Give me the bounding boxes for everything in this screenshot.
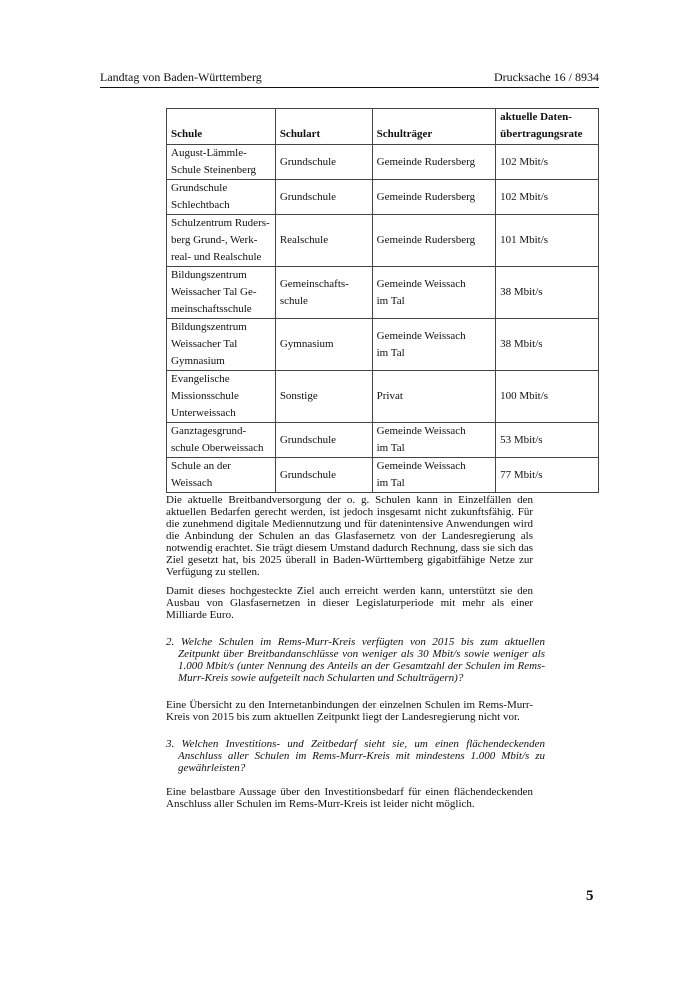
table-cell: Gemeinde Weissach im Tal <box>372 267 495 319</box>
column-header: aktuelle Daten- übertragungsrate <box>496 109 599 145</box>
table-row <box>167 319 599 371</box>
table-header-row <box>167 109 599 145</box>
table-cell: 102 Mbit/s <box>496 180 599 215</box>
table-cell: 38 Mbit/s <box>496 319 599 371</box>
table-row <box>167 267 599 319</box>
page-number: 5 <box>586 888 594 904</box>
question-2: 2. Welche Schulen im Rems-Murr-Kreis verfügten von 2015 bis zum aktuellen Zeitpunkt über Breitbandanschlüsse von weniger als 30 Mbit/s sowie weniger als 1.000 Mbit/s (unter Nennung des Anteils an der Gesamtzahl der Schulen im Rems-Murr-Kreis sowie aufgeteilt nach Schularten und Schulträgern)? <box>166 636 545 684</box>
table-cell: Gymnasium <box>275 319 372 371</box>
body-paragraph-2: Damit dieses hochgesteckte Ziel auch erreicht werden kann, unterstützt sie den Ausbau von Glasfasernetzen in dieser Legislaturperiode mit mehr als einer Milliarde Euro. <box>166 585 533 621</box>
answer-2: Eine Übersicht zu den Internetanbindungen der einzelnen Schulen im Rems-Murr-Kreis von 2015 bis zum aktuellen Zeitpunkt liegt der Landesregierung nicht vor. <box>166 699 533 723</box>
column-header: Schulart <box>275 109 372 145</box>
table-row <box>167 215 599 267</box>
table-cell: Privat <box>372 371 495 423</box>
table-cell: Schule an der Weissach <box>167 458 276 493</box>
table-cell: Gemeinde Weissach im Tal <box>372 458 495 493</box>
table-cell: 53 Mbit/s <box>496 423 599 458</box>
body-paragraph-1: Die aktuelle Breitbandversorgung der o. g. Schulen kann in Einzelfällen den aktuellen Bedarfen gerecht werden, ist jedoch insgesamt nicht zukunftsfähig. Für die zunehmend digitale Mediennutzung und für datenintensive Anwendungen wird die Anbindung der Schulen an das Glasfasernetz von der Landesregierung als notwendig erachtet. Sie trägt diesem Umstand dadurch Rechnung, dass sie sich das Ziel gesetzt hat, bis 2025 überall in Baden-Württemberg gigabitfähige Netze zur Verfügung zu stellen. <box>166 494 533 578</box>
header-parliament: Landtag von Baden-Württemberg <box>100 70 262 84</box>
table-cell: Gemeinde Weissach im Tal <box>372 319 495 371</box>
table-cell: Grundschule <box>275 145 372 180</box>
table-row <box>167 423 599 458</box>
column-header: Schule <box>167 109 276 145</box>
table-cell: Grundschule Schlechtbach <box>167 180 276 215</box>
table-cell: Gemeinschafts- schule <box>275 267 372 319</box>
table-cell: Sonstige <box>275 371 372 423</box>
header-document-number: Drucksache 16 / 8934 <box>494 70 599 84</box>
table-cell: 102 Mbit/s <box>496 145 599 180</box>
table-cell: August-Lämmle- Schule Steinenberg <box>167 145 276 180</box>
column-header: Schulträger <box>372 109 495 145</box>
table-cell: Grundschule <box>275 423 372 458</box>
schools-table <box>166 108 599 493</box>
table-cell: Bildungszentrum Weissacher Tal Gymnasium <box>167 319 276 371</box>
table-row <box>167 371 599 423</box>
table-cell: 100 Mbit/s <box>496 371 599 423</box>
table-row <box>167 458 599 493</box>
question-3: 3. Welchen Investitions- und Zeitbedarf sieht sie, um einen flächendeckenden Anschluss aller Schulen im Rems-Murr-Kreis mit mindestens 1.000 Mbit/s zu gewährleisten? <box>166 738 545 774</box>
table-cell: Gemeinde Weissach im Tal <box>372 423 495 458</box>
table-cell: Schulzentrum Ruders- berg Grund-, Werk- real- und Realschule <box>167 215 276 267</box>
table-cell: 77 Mbit/s <box>496 458 599 493</box>
answer-3: Eine belastbare Aussage über den Investitionsbedarf für einen flächendeckenden Anschluss aller Schulen im Rems-Murr-Kreis ist leider nicht möglich. <box>166 786 533 810</box>
table-cell: Evangelische Missionsschule Unterweissach <box>167 371 276 423</box>
table-cell: Realschule <box>275 215 372 267</box>
table-cell: 38 Mbit/s <box>496 267 599 319</box>
table-cell: 101 Mbit/s <box>496 215 599 267</box>
table-cell: Gemeinde Rudersberg <box>372 215 495 267</box>
table-cell: Gemeinde Rudersberg <box>372 180 495 215</box>
table-cell: Bildungszentrum Weissacher Tal Ge- meinschaftsschule <box>167 267 276 319</box>
page-header <box>100 70 599 88</box>
table-row <box>167 145 599 180</box>
table-cell: Grundschule <box>275 458 372 493</box>
table-cell: Grundschule <box>275 180 372 215</box>
table-cell: Ganztagesgrund- schule Oberweissach <box>167 423 276 458</box>
table-cell: Gemeinde Rudersberg <box>372 145 495 180</box>
table-row <box>167 180 599 215</box>
